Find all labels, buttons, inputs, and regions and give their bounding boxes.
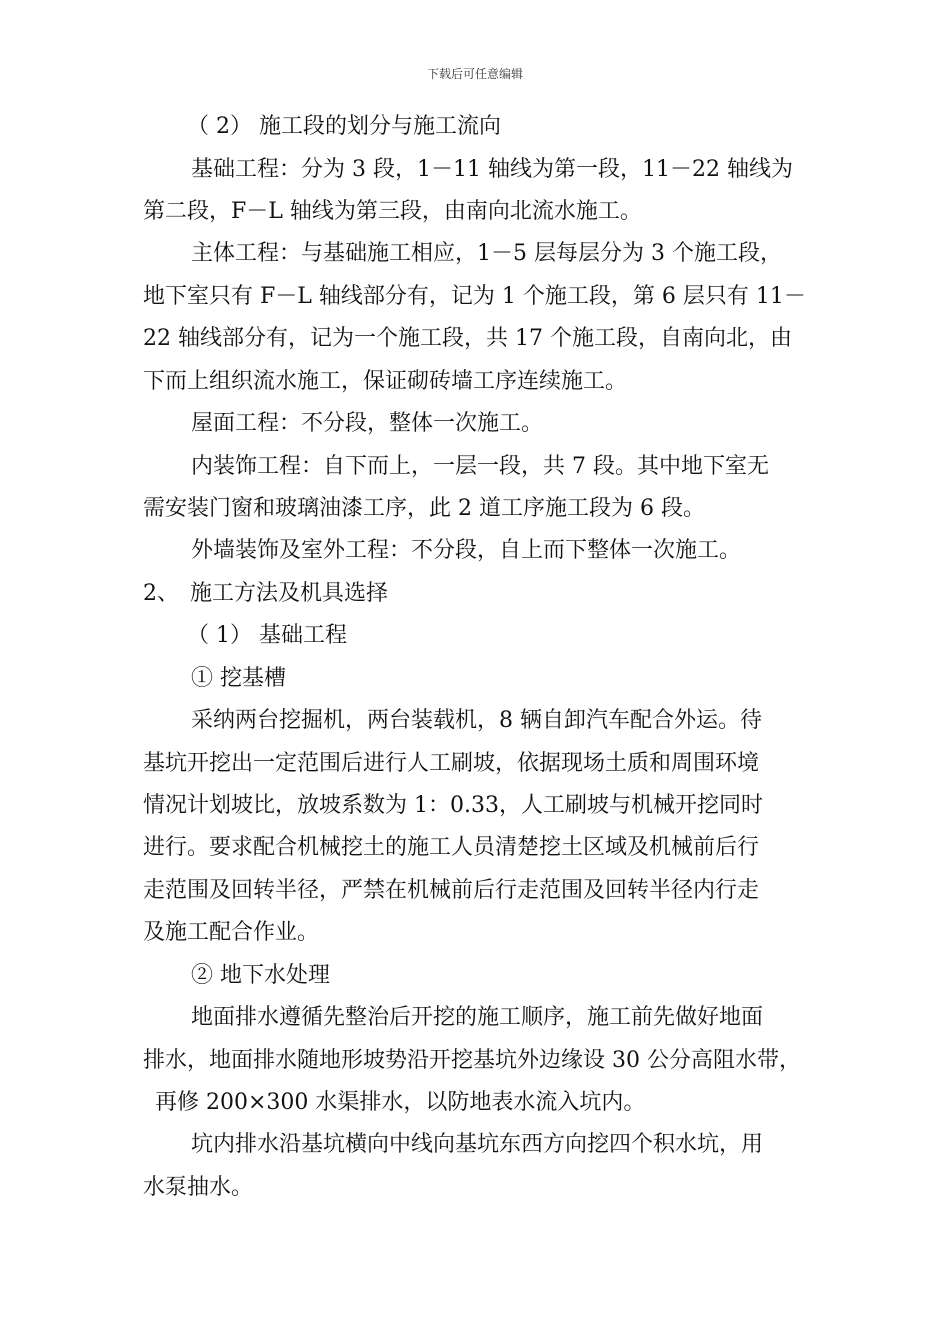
paragraph-line: 需安装门窗和玻璃油漆工序，此 2 道工序施工段为 6 段。 bbox=[143, 496, 705, 521]
paragraph-line: 情况计划坡比，放坡系数为 1：0.33，人工刷坡与机械开挖同时 bbox=[143, 793, 763, 818]
item-heading-groundwater: ② 地下水处理 bbox=[191, 963, 330, 988]
paragraph-line: 及施工配合作业。 bbox=[143, 920, 320, 945]
paragraph-line: 主体工程：与基础施工相应，1－5 层每层分为 3 个施工段， bbox=[191, 241, 782, 266]
paragraph-line: 进行。要求配合机械挖土的施工人员清楚挖土区域及机械前后行 bbox=[143, 835, 760, 860]
paragraph-line: 22 轴线部分有，记为一个施工段，共 17 个施工段，自南向北，由 bbox=[143, 326, 792, 351]
paragraph-line: 屋面工程：不分段，整体一次施工。 bbox=[191, 411, 544, 436]
paragraph-line: 走范围及回转半径，严禁在机械前后行走范围及回转半径内行走 bbox=[143, 878, 760, 903]
section-heading-2-methods: 2、 施工方法及机具选择 bbox=[143, 581, 388, 606]
paragraph-line: 下而上组织流水施工，保证砌砖墙工序连续施工。 bbox=[143, 369, 628, 394]
section-heading-2: （ 2） 施工段的划分与施工流向 bbox=[187, 114, 501, 139]
paragraph-line: 基坑开挖出一定范围后进行人工刷坡，依据现场土质和周围环境 bbox=[143, 751, 760, 776]
paragraph-line: 采纳两台挖掘机，两台装载机，8 辆自卸汽车配合外运。待 bbox=[191, 708, 762, 733]
paragraph-line: 地下室只有 F－L 轴线部分有，记为 1 个施工段，第 6 层只有 11－ bbox=[143, 284, 806, 309]
paragraph-line: 地面排水遵循先整治后开挖的施工顺序，施工前先做好地面 bbox=[191, 1005, 764, 1030]
paragraph-line: 再修 200×300 水渠排水，以防地表水流入坑内。 bbox=[155, 1090, 646, 1115]
paragraph-line: 基础工程：分为 3 段，1－11 轴线为第一段，11－22 轴线为 bbox=[191, 157, 793, 182]
paragraph-line: 外墙装饰及室外工程：不分段，自上而下整体一次施工。 bbox=[191, 538, 742, 563]
paragraph-line: 水泵抽水。 bbox=[143, 1175, 254, 1200]
paragraph-line: 坑内排水沿基坑横向中线向基坑东西方向挖四个积水坑，用 bbox=[191, 1132, 764, 1157]
item-heading-excavation: ① 挖基槽 bbox=[191, 666, 286, 691]
paragraph-line: 排水，地面排水随地形坡势沿开挖基坑外边缘设 30 公分高阻水带， bbox=[143, 1048, 801, 1073]
paragraph-line: 第二段，F－L 轴线为第三段，由南向北流水施工。 bbox=[143, 199, 642, 224]
page-header-note: 下载后可任意编辑 bbox=[426, 67, 523, 81]
subsection-heading-foundation: （ 1） 基础工程 bbox=[187, 623, 347, 648]
paragraph-line: 内装饰工程：自下而上，一层一段，共 7 段。其中地下室无 bbox=[191, 454, 769, 479]
